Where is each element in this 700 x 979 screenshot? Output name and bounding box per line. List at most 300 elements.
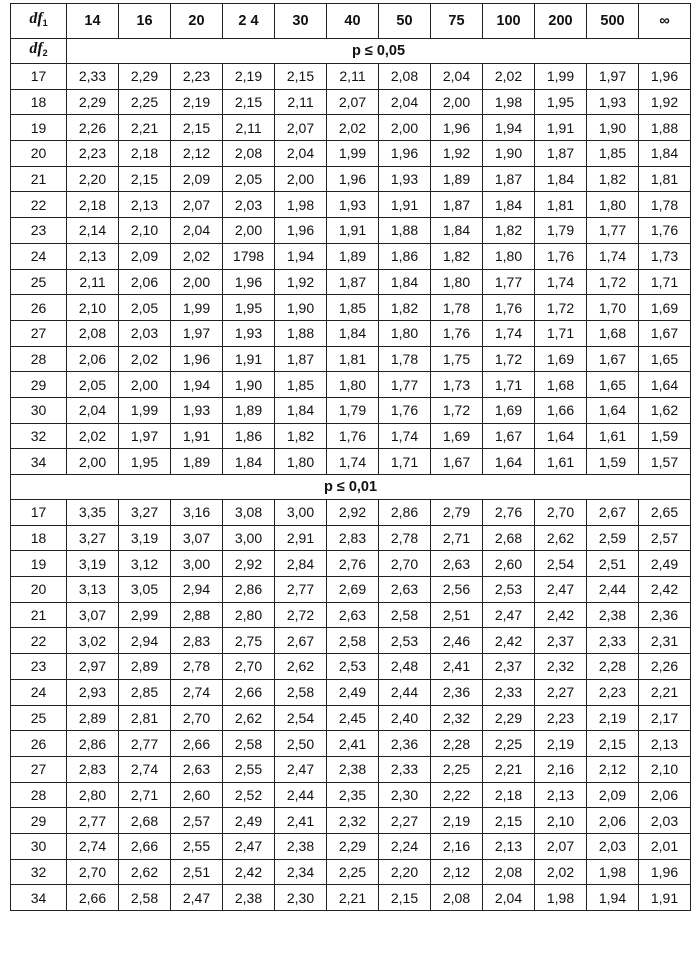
critical-value-cell: 2,15 — [223, 89, 275, 115]
df2-value-cell: 18 — [11, 525, 67, 551]
critical-value-cell: 2,13 — [67, 243, 119, 269]
critical-value-cell: 2,70 — [223, 654, 275, 680]
critical-value-cell: 2,70 — [379, 551, 431, 577]
critical-value-cell: 1,73 — [431, 372, 483, 398]
critical-value-cell: 2,60 — [171, 782, 223, 808]
critical-value-cell: 2,24 — [379, 833, 431, 859]
critical-value-cell: 2,29 — [327, 833, 379, 859]
critical-value-cell: 1,98 — [275, 192, 327, 218]
critical-value-cell: 3,13 — [67, 577, 119, 603]
critical-value-cell: 2,78 — [171, 654, 223, 680]
critical-value-cell: 1,80 — [327, 372, 379, 398]
critical-value-cell: 1,95 — [223, 295, 275, 321]
critical-value-cell: 2,42 — [639, 577, 691, 603]
table-body — [11, 4, 691, 911]
critical-value-cell: 2,46 — [431, 628, 483, 654]
critical-value-cell: 2,33 — [67, 64, 119, 90]
critical-value-cell: 2,42 — [223, 859, 275, 885]
critical-value-cell: 2,51 — [431, 602, 483, 628]
df2-value-cell: 25 — [11, 705, 67, 731]
critical-value-cell: 2,30 — [275, 885, 327, 911]
critical-value-cell: 2,67 — [275, 628, 327, 654]
critical-value-cell: 1,85 — [275, 372, 327, 398]
critical-value-cell: 3,12 — [119, 551, 171, 577]
critical-value-cell: 1,71 — [535, 320, 587, 346]
critical-value-cell: 2,38 — [275, 833, 327, 859]
critical-value-cell: 2,20 — [379, 859, 431, 885]
critical-value-cell: 2,00 — [431, 89, 483, 115]
critical-value-cell: 2,83 — [67, 756, 119, 782]
critical-value-cell: 2,91 — [275, 525, 327, 551]
critical-value-cell: 2,09 — [119, 243, 171, 269]
critical-value-cell: 1,82 — [379, 295, 431, 321]
critical-value-cell: 2,05 — [119, 295, 171, 321]
critical-value-cell: 2,48 — [379, 654, 431, 680]
critical-value-cell: 1,80 — [275, 449, 327, 475]
df2-value-cell: 22 — [11, 628, 67, 654]
critical-value-cell: 2,38 — [223, 885, 275, 911]
df2-value-cell: 23 — [11, 654, 67, 680]
critical-value-cell: 1,95 — [119, 449, 171, 475]
critical-value-cell: 2,07 — [327, 89, 379, 115]
df2-value-cell: 29 — [11, 808, 67, 834]
critical-value-cell: 2,40 — [379, 705, 431, 731]
critical-value-cell: 1,97 — [587, 64, 639, 90]
critical-value-cell: 2,70 — [67, 859, 119, 885]
critical-value-cell: 1,93 — [379, 166, 431, 192]
df1-header-cell — [11, 4, 67, 39]
critical-value-cell: 3,07 — [67, 602, 119, 628]
critical-value-cell: 2,63 — [379, 577, 431, 603]
critical-value-cell: 3,19 — [67, 551, 119, 577]
critical-value-cell: 1,90 — [587, 115, 639, 141]
critical-value-cell: 2,79 — [431, 500, 483, 526]
df2-header-cell — [11, 39, 67, 64]
critical-value-cell: 1,68 — [587, 320, 639, 346]
critical-value-cell: 2,15 — [587, 731, 639, 757]
critical-value-cell: 1,80 — [431, 269, 483, 295]
column-header: 100 — [483, 4, 535, 39]
critical-value-cell: 2,58 — [223, 731, 275, 757]
critical-value-cell: 2,27 — [379, 808, 431, 834]
critical-value-cell: 1,81 — [327, 346, 379, 372]
critical-value-cell: 2,34 — [275, 859, 327, 885]
critical-value-cell: 2,77 — [119, 731, 171, 757]
critical-value-cell: 2,09 — [587, 782, 639, 808]
critical-value-cell: 2,69 — [327, 577, 379, 603]
critical-value-cell: 2,10 — [535, 808, 587, 834]
critical-value-cell: 1,82 — [431, 243, 483, 269]
critical-value-cell: 2,63 — [431, 551, 483, 577]
critical-value-cell: 1,71 — [379, 449, 431, 475]
column-header: 16 — [119, 4, 171, 39]
critical-value-cell: 2,54 — [535, 551, 587, 577]
critical-value-cell: 2,38 — [327, 756, 379, 782]
critical-value-cell: 2,57 — [171, 808, 223, 834]
critical-value-cell: 1,97 — [119, 423, 171, 449]
significance-level-label: p ≤ 0,05 — [67, 39, 691, 64]
critical-value-cell: 1,61 — [587, 423, 639, 449]
critical-value-cell: 1,88 — [275, 320, 327, 346]
critical-value-cell: 2,33 — [483, 679, 535, 705]
critical-value-cell: 2,21 — [639, 679, 691, 705]
critical-value-cell: 2,20 — [67, 166, 119, 192]
critical-value-cell: 2,53 — [327, 654, 379, 680]
critical-value-cell: 1,74 — [535, 269, 587, 295]
critical-value-cell: 1,94 — [275, 243, 327, 269]
df2-value-cell: 29 — [11, 372, 67, 398]
critical-value-cell: 1,84 — [431, 218, 483, 244]
critical-value-cell: 3,00 — [171, 551, 223, 577]
critical-value-cell: 1,67 — [483, 423, 535, 449]
critical-value-cell: 1,62 — [639, 397, 691, 423]
critical-value-cell: 2,02 — [535, 859, 587, 885]
column-header: 75 — [431, 4, 483, 39]
critical-value-cell: 1,77 — [587, 218, 639, 244]
critical-value-cell: 1,99 — [119, 397, 171, 423]
critical-value-cell: 2,08 — [223, 141, 275, 167]
table-row — [11, 295, 691, 321]
critical-value-cell: 1,98 — [535, 885, 587, 911]
critical-value-cell: 1,95 — [535, 89, 587, 115]
critical-value-cell: 2,18 — [67, 192, 119, 218]
critical-value-cell: 1,64 — [483, 449, 535, 475]
critical-value-cell: 2,33 — [587, 628, 639, 654]
critical-value-cell: 2,00 — [119, 372, 171, 398]
table-row — [11, 320, 691, 346]
critical-value-cell: 1,72 — [587, 269, 639, 295]
table-row — [11, 346, 691, 372]
critical-value-cell: 1,98 — [483, 89, 535, 115]
critical-value-cell: 2,74 — [67, 833, 119, 859]
critical-value-cell: 2,04 — [379, 89, 431, 115]
critical-value-cell: 2,16 — [431, 833, 483, 859]
table-row — [11, 551, 691, 577]
df2-value-cell: 19 — [11, 115, 67, 141]
critical-value-cell: 1,64 — [535, 423, 587, 449]
critical-value-cell: 2,03 — [639, 808, 691, 834]
critical-value-cell: 2,04 — [483, 885, 535, 911]
table-row — [11, 397, 691, 423]
critical-value-cell: 3,19 — [119, 525, 171, 551]
critical-value-cell: 2,18 — [483, 782, 535, 808]
critical-value-cell: 2,03 — [223, 192, 275, 218]
critical-value-cell: 1,91 — [535, 115, 587, 141]
critical-value-cell: 2,60 — [483, 551, 535, 577]
table-row — [11, 243, 691, 269]
critical-value-cell: 2,00 — [275, 166, 327, 192]
critical-value-cell: 2,86 — [379, 500, 431, 526]
column-header: 200 — [535, 4, 587, 39]
critical-value-cell: 2,04 — [275, 141, 327, 167]
table-row — [11, 89, 691, 115]
df2-value-cell: 27 — [11, 320, 67, 346]
critical-value-cell: 2,62 — [223, 705, 275, 731]
critical-value-cell: 1,92 — [639, 89, 691, 115]
critical-value-cell: 2,09 — [171, 166, 223, 192]
critical-value-cell: 2,13 — [639, 731, 691, 757]
df2-value-cell: 22 — [11, 192, 67, 218]
critical-value-cell: 2,44 — [275, 782, 327, 808]
table-row — [11, 141, 691, 167]
critical-value-cell: 1,80 — [483, 243, 535, 269]
critical-value-cell: 2,49 — [223, 808, 275, 834]
critical-value-cell: 2,04 — [431, 64, 483, 90]
critical-value-cell: 1,78 — [639, 192, 691, 218]
critical-value-cell: 1,86 — [223, 423, 275, 449]
critical-value-cell: 2,32 — [431, 705, 483, 731]
critical-value-cell: 2,59 — [587, 525, 639, 551]
table-row — [11, 833, 691, 859]
critical-value-cell: 2,18 — [119, 141, 171, 167]
critical-value-cell: 2,06 — [119, 269, 171, 295]
critical-value-cell: 2,15 — [119, 166, 171, 192]
critical-value-cell: 2,89 — [119, 654, 171, 680]
critical-value-cell: 2,52 — [223, 782, 275, 808]
critical-value-cell: 2,44 — [379, 679, 431, 705]
critical-value-cell: 2,05 — [67, 372, 119, 398]
critical-value-cell: 1,84 — [275, 397, 327, 423]
f-distribution-table-page — [10, 3, 690, 911]
critical-value-cell: 1,84 — [327, 320, 379, 346]
table-row — [11, 500, 691, 526]
critical-value-cell: 1,66 — [535, 397, 587, 423]
df2-value-cell: 25 — [11, 269, 67, 295]
critical-value-cell: 1,69 — [431, 423, 483, 449]
critical-value-cell: 1,77 — [379, 372, 431, 398]
critical-value-cell: 2,27 — [535, 679, 587, 705]
critical-value-cell: 2,68 — [483, 525, 535, 551]
critical-value-cell: 2,47 — [535, 577, 587, 603]
df2-value-cell: 21 — [11, 602, 67, 628]
critical-value-cell: 1,81 — [639, 166, 691, 192]
critical-value-cell: 2,74 — [119, 756, 171, 782]
critical-value-cell: 1,93 — [587, 89, 639, 115]
critical-value-cell: 2,92 — [223, 551, 275, 577]
critical-value-cell: 1,59 — [587, 449, 639, 475]
df2-value-cell: 18 — [11, 89, 67, 115]
critical-value-cell: 2,45 — [327, 705, 379, 731]
critical-value-cell: 2,04 — [67, 397, 119, 423]
critical-value-cell: 1,99 — [327, 141, 379, 167]
critical-value-cell: 1,82 — [587, 166, 639, 192]
critical-value-cell: 2,80 — [223, 602, 275, 628]
critical-value-cell: 2,55 — [171, 833, 223, 859]
df2-value-cell: 32 — [11, 423, 67, 449]
critical-value-cell: 2,54 — [275, 705, 327, 731]
critical-value-cell: 2,12 — [587, 756, 639, 782]
critical-value-cell: 3,00 — [223, 525, 275, 551]
critical-value-cell: 1,89 — [171, 449, 223, 475]
critical-value-cell: 1798 — [223, 243, 275, 269]
critical-value-cell: 1,76 — [483, 295, 535, 321]
critical-value-cell: 3,27 — [119, 500, 171, 526]
critical-value-cell: 1,69 — [535, 346, 587, 372]
critical-value-cell: 2,15 — [275, 64, 327, 90]
critical-value-cell: 2,36 — [379, 731, 431, 757]
critical-value-cell: 2,83 — [327, 525, 379, 551]
critical-value-cell: 2,67 — [587, 500, 639, 526]
critical-value-cell: 1,80 — [587, 192, 639, 218]
critical-value-cell: 1,99 — [535, 64, 587, 90]
critical-value-cell: 2,62 — [535, 525, 587, 551]
critical-value-cell: 2,62 — [275, 654, 327, 680]
critical-value-cell: 2,23 — [587, 679, 639, 705]
table-row — [11, 808, 691, 834]
critical-value-cell: 2,16 — [535, 756, 587, 782]
critical-value-cell: 2,11 — [223, 115, 275, 141]
critical-value-cell: 2,38 — [587, 602, 639, 628]
critical-value-cell: 2,68 — [119, 808, 171, 834]
table-row — [11, 372, 691, 398]
critical-value-cell: 1,73 — [639, 243, 691, 269]
critical-value-cell: 2,02 — [67, 423, 119, 449]
critical-value-cell: 1,93 — [171, 397, 223, 423]
critical-value-cell: 1,76 — [327, 423, 379, 449]
critical-value-cell: 1,84 — [223, 449, 275, 475]
df1-symbol: df — [29, 10, 43, 27]
critical-value-cell: 1,96 — [327, 166, 379, 192]
critical-value-cell: 1,84 — [639, 141, 691, 167]
critical-value-cell: 2,47 — [483, 602, 535, 628]
critical-value-cell: 2,50 — [275, 731, 327, 757]
critical-value-cell: 2,37 — [535, 628, 587, 654]
critical-value-cell: 2,94 — [119, 628, 171, 654]
column-header: 2 4 — [223, 4, 275, 39]
critical-value-cell: 2,05 — [223, 166, 275, 192]
critical-value-cell: 1,79 — [535, 218, 587, 244]
critical-value-cell: 1,98 — [587, 859, 639, 885]
critical-value-cell: 2,29 — [119, 64, 171, 90]
critical-value-cell: 1,74 — [483, 320, 535, 346]
critical-value-cell: 2,17 — [639, 705, 691, 731]
critical-value-cell: 2,12 — [171, 141, 223, 167]
table-row — [11, 731, 691, 757]
critical-value-cell: 2,58 — [119, 885, 171, 911]
critical-value-cell: 1,86 — [379, 243, 431, 269]
df2-value-cell: 26 — [11, 731, 67, 757]
critical-value-cell: 3,00 — [275, 500, 327, 526]
df2-value-cell: 34 — [11, 885, 67, 911]
critical-value-cell: 2,29 — [483, 705, 535, 731]
column-header: 40 — [327, 4, 379, 39]
table-row — [11, 679, 691, 705]
critical-value-cell: 1,67 — [431, 449, 483, 475]
critical-value-cell: 2,92 — [327, 500, 379, 526]
critical-value-cell: 1,92 — [275, 269, 327, 295]
critical-value-cell: 2,07 — [171, 192, 223, 218]
f-distribution-table — [10, 3, 691, 911]
critical-value-cell: 1,91 — [379, 192, 431, 218]
critical-value-cell: 2,19 — [587, 705, 639, 731]
critical-value-cell: 2,71 — [431, 525, 483, 551]
critical-value-cell: 2,56 — [431, 577, 483, 603]
critical-value-cell: 2,02 — [483, 64, 535, 90]
df2-value-cell: 17 — [11, 500, 67, 526]
critical-value-cell: 2,84 — [275, 551, 327, 577]
df1-subscript: 1 — [42, 18, 48, 28]
table-row — [11, 449, 691, 475]
critical-value-cell: 2,53 — [483, 577, 535, 603]
critical-value-cell: 2,86 — [223, 577, 275, 603]
table-row — [11, 525, 691, 551]
critical-value-cell: 1,74 — [587, 243, 639, 269]
critical-value-cell: 2,99 — [119, 602, 171, 628]
critical-value-cell: 2,97 — [67, 654, 119, 680]
critical-value-cell: 1,88 — [639, 115, 691, 141]
critical-value-cell: 1,84 — [379, 269, 431, 295]
critical-value-cell: 2,32 — [535, 654, 587, 680]
critical-value-cell: 2,41 — [431, 654, 483, 680]
critical-value-cell: 1,92 — [431, 141, 483, 167]
critical-value-cell: 1,76 — [379, 397, 431, 423]
critical-value-cell: 2,36 — [431, 679, 483, 705]
critical-value-cell: 2,47 — [223, 833, 275, 859]
df2-value-cell: 24 — [11, 679, 67, 705]
column-header: ∞ — [639, 4, 691, 39]
critical-value-cell: 2,19 — [535, 731, 587, 757]
critical-value-cell: 2,06 — [639, 782, 691, 808]
critical-value-cell: 1,94 — [483, 115, 535, 141]
critical-value-cell: 2,70 — [535, 500, 587, 526]
table-row — [11, 859, 691, 885]
critical-value-cell: 1,69 — [483, 397, 535, 423]
critical-value-cell: 1,91 — [171, 423, 223, 449]
critical-value-cell: 1,94 — [587, 885, 639, 911]
critical-value-cell: 3,08 — [223, 500, 275, 526]
critical-value-cell: 2,62 — [119, 859, 171, 885]
critical-value-cell: 2,75 — [223, 628, 275, 654]
critical-value-cell: 1,76 — [431, 320, 483, 346]
critical-value-cell: 1,93 — [223, 320, 275, 346]
critical-value-cell: 2,58 — [379, 602, 431, 628]
critical-value-cell: 1,65 — [639, 346, 691, 372]
critical-value-cell: 1,96 — [431, 115, 483, 141]
critical-value-cell: 1,90 — [223, 372, 275, 398]
critical-value-cell: 2,47 — [171, 885, 223, 911]
critical-value-cell: 1,89 — [327, 243, 379, 269]
critical-value-cell: 2,15 — [483, 808, 535, 834]
df2-value-cell: 28 — [11, 346, 67, 372]
critical-value-cell: 1,94 — [171, 372, 223, 398]
df2-value-cell: 34 — [11, 449, 67, 475]
critical-value-cell: 2,00 — [67, 449, 119, 475]
critical-value-cell: 2,25 — [119, 89, 171, 115]
critical-value-cell: 2,66 — [67, 885, 119, 911]
critical-value-cell: 2,14 — [67, 218, 119, 244]
critical-value-cell: 1,87 — [327, 269, 379, 295]
critical-value-cell: 2,71 — [119, 782, 171, 808]
table-row — [11, 654, 691, 680]
critical-value-cell: 2,15 — [171, 115, 223, 141]
critical-value-cell: 2,49 — [639, 551, 691, 577]
critical-value-cell: 2,83 — [171, 628, 223, 654]
critical-value-cell: 2,25 — [483, 731, 535, 757]
critical-value-cell: 2,77 — [275, 577, 327, 603]
critical-value-cell: 2,21 — [327, 885, 379, 911]
section-header-row — [11, 39, 691, 64]
critical-value-cell: 2,41 — [275, 808, 327, 834]
critical-value-cell: 1,97 — [171, 320, 223, 346]
table-row — [11, 756, 691, 782]
df2-value-cell: 26 — [11, 295, 67, 321]
critical-value-cell: 2,29 — [67, 89, 119, 115]
table-row — [11, 269, 691, 295]
critical-value-cell: 1,71 — [483, 372, 535, 398]
critical-value-cell: 1,87 — [483, 166, 535, 192]
critical-value-cell: 1,74 — [327, 449, 379, 475]
critical-value-cell: 2,70 — [171, 705, 223, 731]
